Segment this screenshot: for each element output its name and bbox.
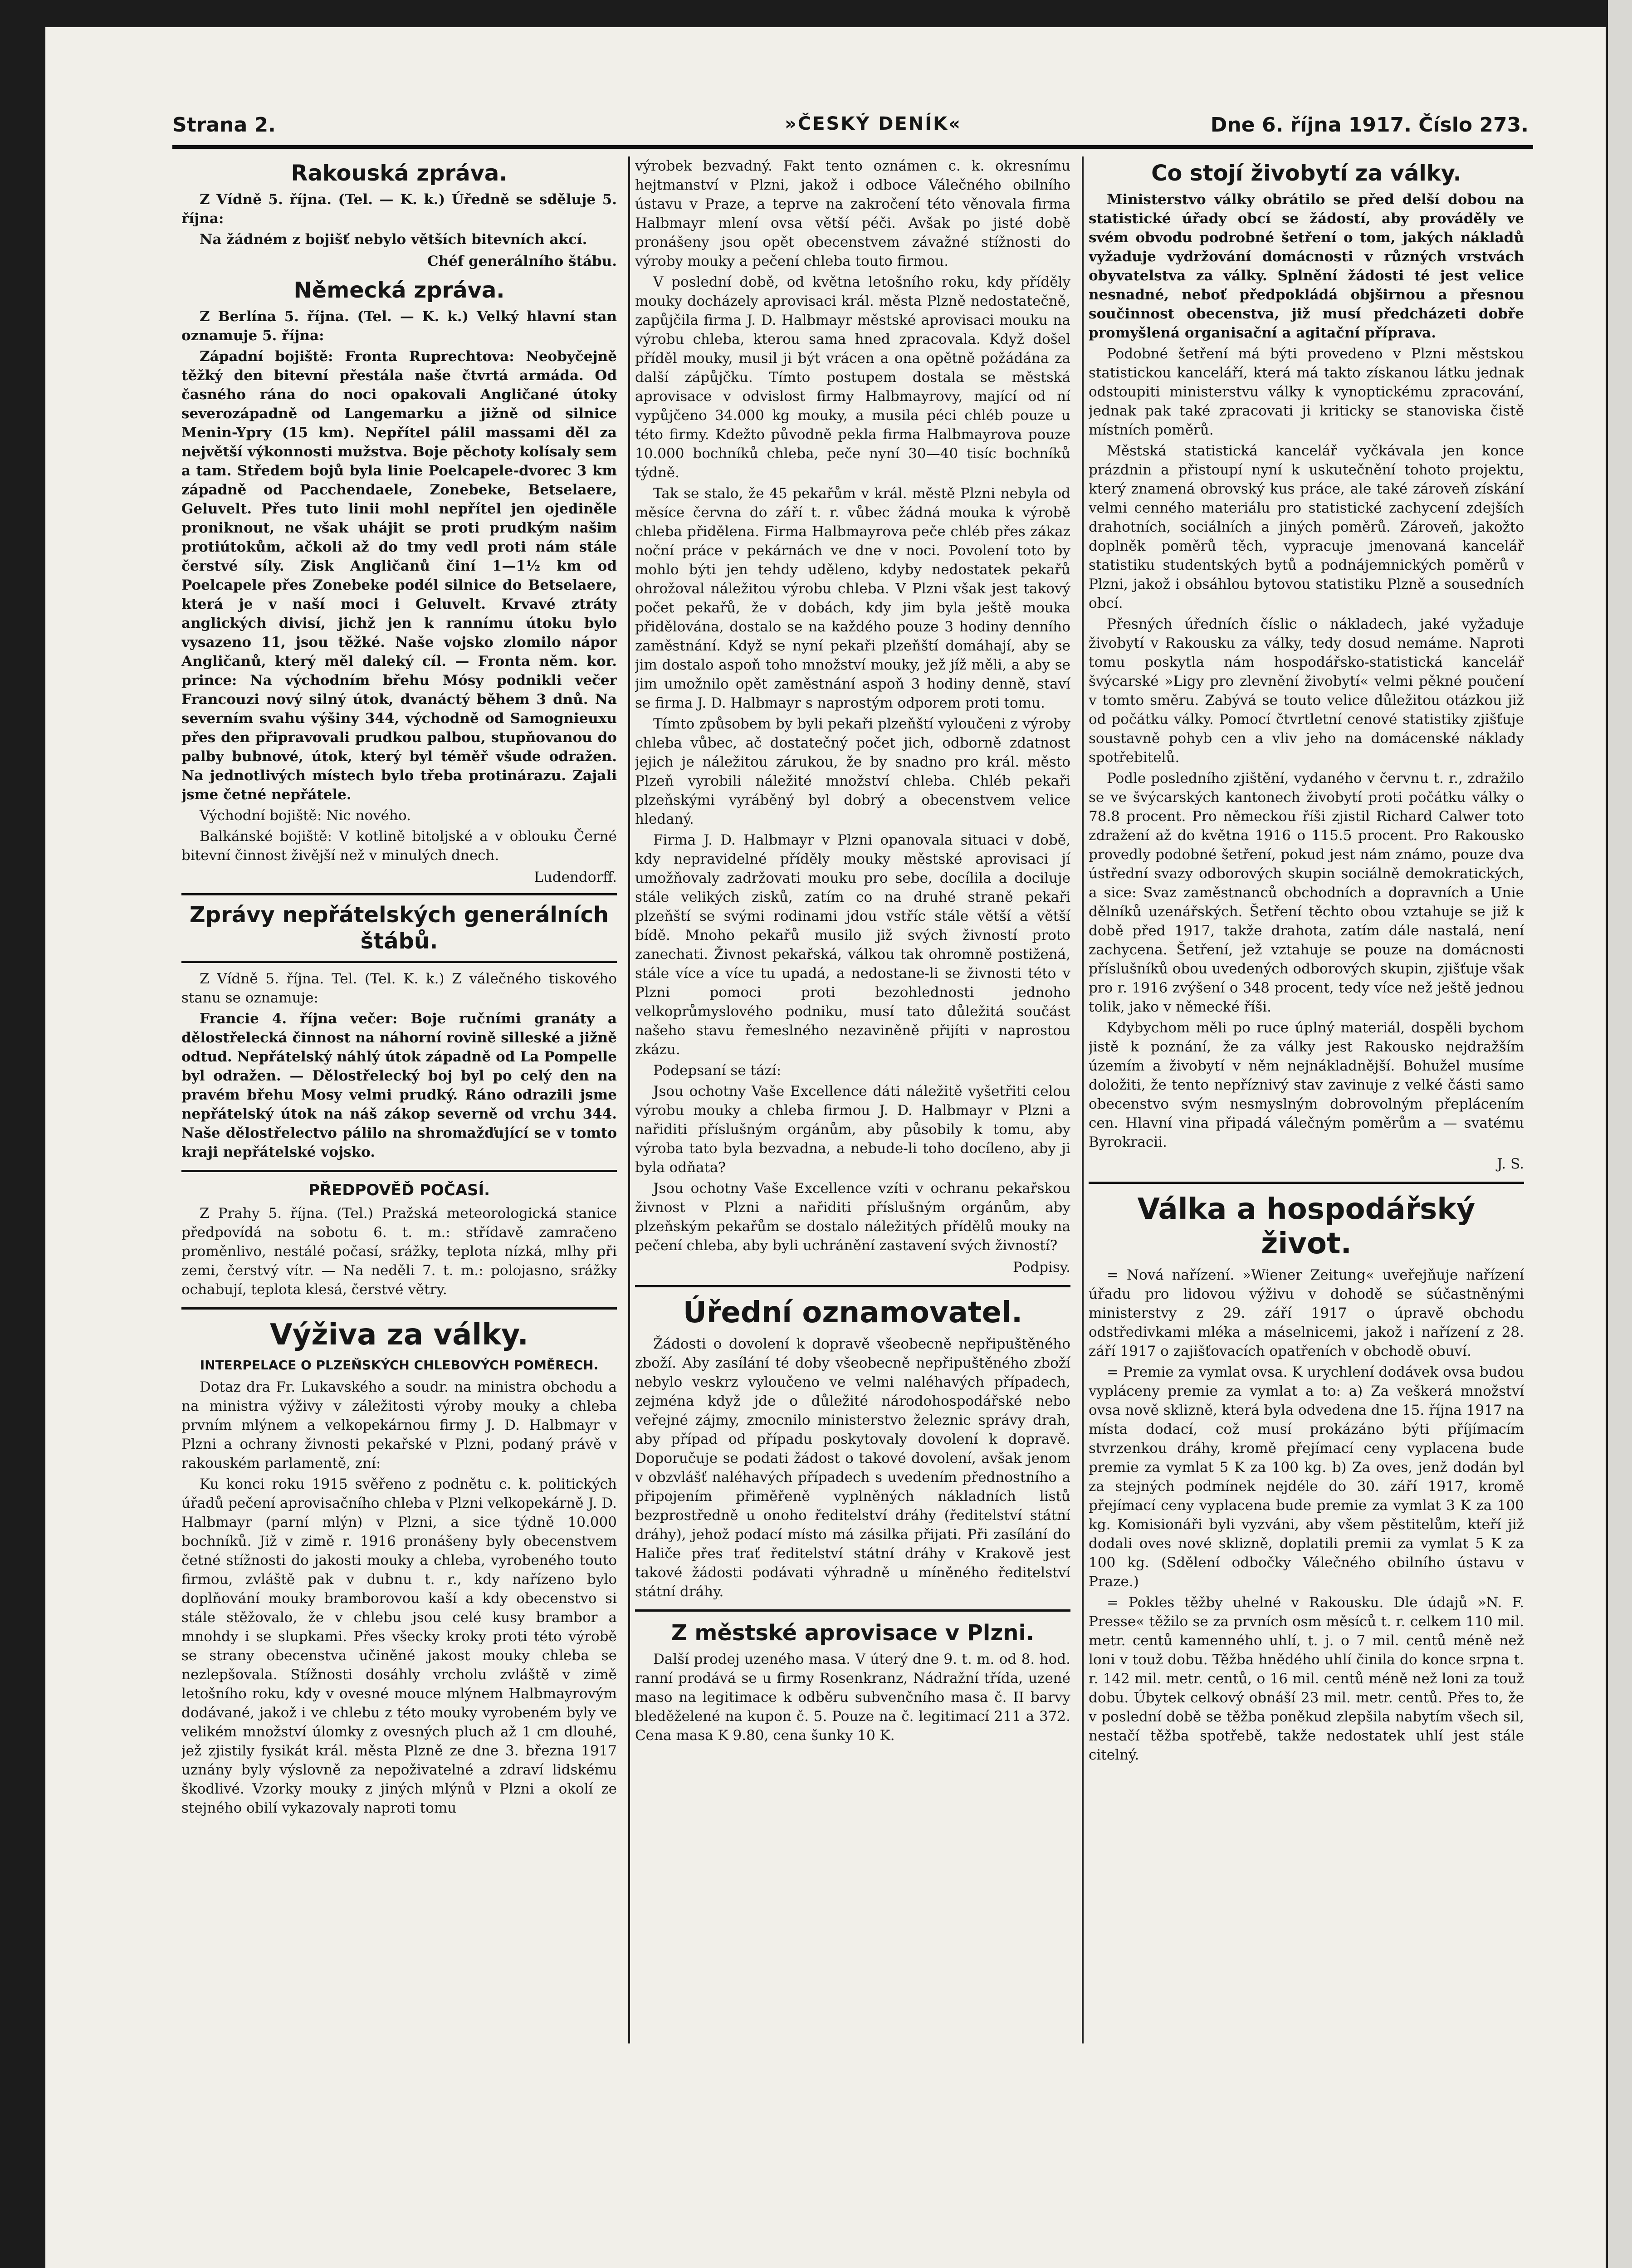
article-paragraph: Západní bojiště: Fronta Ruprechtova: Neobyčejně těžký den bitevní přestála naše čtvrtá armáda. Od časného rána do noci opakovali Angličané útoky severozápadně od Langemarku a jižně od silnice Menin-Ypry (15 km). Nepřítel pálil massami děl za největší výkonnosti mužstva. Boje pěchoty kolísaly sem a tam. Středem bojů byla linie Poelcapele-dvorec 3 km západně od Pacchendaele, Zonebeke, Betselaere, Geluvelt. Přes tuto linii mohl nepřítel jen ojediněle proniknout, ne však uhájit se proti prudkým našim protiútokům, ačkoli až do tmy vedl proti nám stále čerstvé síly. Zisk Angličanů činí 1—1½ km od Poelcapele přes Zonebeke podél silnice do Betselaere, která je v naší moci i Geluvelt. Krvavé ztráty anglických divisí, jichž jen k rannímu útoku bylo vysazeno 11, jsou těžké. Naše vojsko zlomilo nápor Angličanů, který měl daleký cíl. — Fronta něm. kor. prince: Na východním břehu Mósy podnikli večer Francouzi nový silný útok, dvanáctý během 3 dnů. Na severním svahu výšiny 344, východně od Samognieuxu přes den připravovali prudkou palbou, stupňovanou do palby bubnové, útok, který byl téměř všude odražen. Na jednotlivých místech bylo třeba protinárazu. Zajali jsme četné nepřátele. [181, 348, 617, 803]
article-signature: J. S. [1497, 1156, 1524, 1172]
article-paragraph: Přesných úředních číslic o nákladech, jaké vyžaduje živobytí v Rakousku za války, tedy dosud nemáme. Naproti tomu poskytla nám hospodářsko-statistická kancelář švýcarské »Ligy pro zlevnění živobytí« velmi pěkné poučení v tomto směru. Zabývá se touto velice důležitou otázkou již od počátku války. Pomocí čtvrtletní cenové statistiky zjišťuje soustavně pohyb cen a vliv jeho na domácenské náklady spotřebitelů. [1089, 616, 1524, 766]
section-divider [1089, 1182, 1524, 1184]
article-paragraph: = Premie za vymlat ovsa. K urychlení dodávek ovsa budou vypláceny premie za vymlat a to: a) Za veškerá množství ovsa nově sklizně, která byla odvedena dne 15. října 1917 na místa dodací, což musí prokázáno býti příjímacím stvrzenkou dráhy, kromě přejímací ceny vyplacena bude premie za vymlat 5 K za 100 kg. b) Za oves, jenž dodán byl za stejných podmínek nejdéle do 30. září 1917, kromě přejímací ceny vyplacena bude premie za vymlat 3 K za 100 kg. Komisionáři byli vyzváni, aby všem pěstitelům, kteří již dodali oves nové sklizně, doplatili premii za vymlat 5 K za 100 kg. (Sdělení odbočky Válečného obilního ústavu v Praze.) [1089, 1364, 1524, 1590]
article-paragraph: Tak se stalo, že 45 pekařům v král. městě Plzni nebyla od měsíce června do září t. r. vůbec žádná mouka k výrobě chleba přidělena. Firma Halbmayrova peče chléb přes zákaz noční práce v pekárnách ve dne v noci. Povolení toto by mohlo býti jen tehdy uděleno, kdyby nedostatek pekařů ohrožoval náležitou výrobu chleba. V Plzni však jest takový počet pekařů, že v dobách, kdy jim byla ještě mouka přidělována, dostalo se na každého pouze 3 hodiny denního zaměstnání. Když se nyní pekaři plzeňští domáhají, aby se jim dostalo aspoň toho množství mouky, jež jíž měli, a aby se jim umožnilo opět zaměstnání aspoň 3 hodiny denně, staví se firma J. D. Halbmayr s naprostým odporem proti tomu. [635, 485, 1070, 711]
article-paragraph: výrobek bezvadný. Fakt tento oznámen c. k. okresnímu hejtmanství v Plzni, jakož i odboce Válečného obilního ústavu v Praze, a teprve na zakročení této věnovala firma Halbmayr mlení ovsa větší péči. Avšak po jisté době pronášeny jsou opět obecenstvem závažné stížnosti do výroby mouky a pečení chleba touto firmou. [635, 158, 1070, 269]
article-paragraph: Na žádném z bojišť nebylo větších bitevních akcí. [200, 231, 587, 248]
article-paragraph: Jsou ochotny Vaše Excellence vzíti v ochranu pekařskou živnost v Plzni a nařiditi příslušným orgánům, aby plzeňským pekařům se dostalo náležitých přídělů mouky na pečení chleba, aby byli uchránění zastavení svých živností? [635, 1180, 1070, 1254]
header-rule [172, 145, 1533, 149]
article-title: Rakouská zpráva. [291, 161, 508, 186]
article-title: Německá zpráva. [293, 278, 505, 303]
column-3 [1089, 156, 1524, 2043]
column-1 [181, 156, 617, 2043]
article-paragraph: Z Vídně 5. října. Tel. (Tel. K. k.) Z válečného tiskového stanu se oznamuje: [181, 971, 617, 1006]
section-divider [181, 1170, 617, 1172]
article-paragraph: Ku konci roku 1915 svěřeno z podnětu c. k. politických úřadů pečení aprovisačního chleba v Plzni velkopekárně J. D. Halbmayr (parní mlýn) v Plzni, a sice týdně 10.000 bochníků. Již v zimě r. 1916 pronášeny byly obecenstvem četné stížnosti do jakosti mouky a chleba, vyrobeného touto firmou, zvláště pak v dubnu t. r., kdy nařízeno bylo doplňování mouky bramborovou kaší a kdy obecenstvo si stále stěžovalo, že v chlebu jsou celé kusy brambor a mnohdy i se slupkami. Přes všecky kroky proti této výrobě se strany obecenstva učiněné jakost mouky chleba se nezlepšovala. Stížnosti dosáhly vrcholu zvláště v zimě letošního roku, kdy v ovesné mouce mlýnem Halbmayrovým dodávané, jakož i ve chlebu z této mouky vyrobeném byly ve velikém množství úlomky z ovesných pluch až 1 cm dlouhé, jež zjistily fysikát král. města Plzně ze dne 3. března 1917 uznány byly výslovně za nepoživatelné a zdraví lidskému škodlivé. Vzorky mouky z jiných mlýnů v Plzni a okolí ze stejného obilí vykazovaly naproti tomu [181, 1476, 617, 1816]
section-divider [635, 1285, 1070, 1287]
article-title: Zprávy nepřátelských generálních štábů. [189, 902, 609, 954]
page-header [172, 95, 1533, 145]
article-paragraph: Podepsaní se tází: [653, 1062, 782, 1079]
article-title: Válka a hospodářský život. [1137, 1193, 1476, 1261]
article-paragraph: Tímto způsobem by byli pekaři plzeňští vyloučeni z výroby chleba vůbec, ač dostatečný počet jich, odborně zdatnost jejich je náležitou zárukou, že by snadno pro král. město Plzeň vyrobili náležité množství chleba. Chléb pekaři plzeňskými vyráběný byl dobrý a obecenstvem velice hledaný. [635, 716, 1070, 827]
article-paragraph: Dotaz dra Fr. Lukavského a soudr. na ministra obchodu a na ministra výživy v záležitosti výroby mouky a chleba prvním mlýnem a velkopekárnou firmy J. D. Halbmayr v Plzni a ochrany živnosti pekařské v Plzni, podaný právě v rakouském parlamentě, zní: [181, 1379, 617, 1471]
article-paragraph: Z Vídně 5. října. (Tel. — K. k.) Úředně se sděluje 5. října: [181, 191, 617, 227]
article-title-box [181, 893, 617, 963]
article-paragraph: Podle posledního zjištění, vydaného v červnu t. r., zdražilo se ve švýcarských kantonech živobytí proti počátku války o 78.8 procent. Pro německou říši zjistil Richard Calwer toto zdražení až do května 1916 o 115.5 procent. Pro Rakousko provedly podobné šetření, pokud jest nám známo, pouze dva ústřední svazy odborových skupin sociálně demokratických, a sice: Svaz zaměstnanců obchodních a dopravních a Unie dělníků uzenářských. Šetření těchto obou vztahuje se již k době před 1917, takže drahota, zatím dále nastalá, není zachycena. Šetření, jež vztahuje se pouze na domácnosti příslušníků obou uvedených odborových skupin, zjišťuje však pro r. 1916 zvýšení o 348 procent, tedy více než ještě jednou tolik, jako v německé říši. [1089, 770, 1524, 1015]
article-paragraph: Balkánské bojiště: V kotlině bitoljské a v oblouku Černé bitevní činnost živější než v minulých dnech. [181, 828, 617, 864]
section-divider [181, 1307, 617, 1310]
article-title: Úřední oznamovatel. [683, 1296, 1023, 1330]
article-signature: Chéf generálního štábu. [427, 253, 617, 269]
article-signature: Ludendorff. [534, 869, 617, 885]
article-paragraph: Z Prahy 5. října. (Tel.) Pražská meteorologická stanice předpovídá na sobotu 6. t. m.: střídavě zamračeno proměnlivo, nestálé počasí, srážky, teplota nízká, mlhy při zemi, čerstvý vítr. — Na neděli 7. t. m.: polojasno, srážky ochabují, teplota klesá, čerstvé větry. [181, 1205, 617, 1298]
article-signature: Podpisy. [1012, 1259, 1070, 1276]
article-paragraph: Další prodej uzeného masa. V úterý dne 9. t. m. od 8. hod. ranní prodává se u firmy Rosenkranz, Nádražní třída, uzené maso na legitimace k odběru subvenčního masa č. II barvy bleděželené na kupon č. 5. Pouze na č. legitimací 211 a 372. Cena masa K 9.80, cena šunky 10 K. [635, 1651, 1070, 1744]
article-paragraph: = Nová nařízení. »Wiener Zeitung« uveřejňuje nařízení úřadu pro lidovou výživu v dohodě se súčastněnými ministerstvy z 29. září 1917 o úpravě obchodu odstředivkami mléka a máselnicemi, jakož i nařízení z 28. září 1917 o zajišťovacích opatřeních v obchodě obuví. [1089, 1267, 1524, 1359]
column-2 [635, 156, 1070, 2043]
issue-date: Dne 6. října 1917. Číslo 273. [1210, 113, 1529, 137]
section-divider [635, 1609, 1070, 1612]
page-number: Strana 2. [172, 113, 276, 137]
article-title: PŘEDPOVĚĎ POČASÍ. [308, 1181, 490, 1199]
article-paragraph: V poslední době, od května letošního roku, kdy příděly mouky docházely aprovisaci král. města Plzně nedostatečně, zapůjčila firma J. D. Halbmayr městské aprovisaci mouku na výrobu chleba, kterou sama hned zpracovala. Když došel příděl mouky, musil ji být vrácen a ona opětně požádána za další zápůjčku. Tímto postupem dostala se městská aprovisace v odvislost firmy Halbmayrovy, mající od ní vypůjčeno 34.000 kg mouky, a musila péci chléb pouze u této firmy. Kdežto původně pekla firma Halbmayrova pouze 10.000 bochníků chleba, peče nyní 30—40 tisíc bochníků týdně. [635, 274, 1070, 481]
next-page-edge [1608, 0, 1632, 2268]
article-subtitle: INTERPELACE O PLZEŇSKÝCH CHLEBOVÝCH POMĚRECH. [200, 1358, 599, 1373]
article-paragraph: Jsou ochotny Vaše Excellence dáti náležitě vyšetřiti celou výrobu mouky a chleba firmou J. D. Halbmayr v Plzni a nařiditi příslušným orgánům, aby působily k tomu, aby výroba tato byla bezvadna, a nebude-li toho docíleno, aby ji byla odňata? [635, 1083, 1070, 1176]
article-paragraph: Francie 4. října večer: Boje ručními granáty a dělostřelecká činnost na náhorní rovině silleské a jižně odtud. Nepřátelský náhlý útok západně od La Pompelle byl odražen. — Dělostřelecký boj byl po celý den na pravém břehu Mosy velmi prudký. Ráno odrazili jsme nepřátelský útok na náš zákop severně od vrchu 344. Naše dělostřelectvo pálilo na shromažďující se v tomto kraji nepřátelské vojsko. [181, 1011, 617, 1160]
article-title: Z městské aprovisace v Plzni. [671, 1620, 1035, 1646]
article-paragraph: Kdybychom měli po ruce úplný materiál, dospěli bychom jistě k poznání, že za války jest Rakousko nejdražším územím a živobytí v něm nejnákladnější. Bohužel musíme doložiti, že tento nepříznivý stav zavinuje z velké části samo obecenstvo svým nesmyslným dobrovolným přeplácením cen. Hlavní vina připadá válečným poměrům a — svatému Byrokracii. [1089, 1020, 1524, 1150]
article-paragraph: Z Berlína 5. října. (Tel. — K. k.) Velký hlavní stan oznamuje 5. října: [181, 308, 617, 344]
article-paragraph: Podobné šetření má býti provedeno v Plzni městskou statistickou kanceláří, která má takto získanou látku jednak odstoupiti ministerstvu války k vynoptickému zpracování, jednak pak také zpracovati ji kriticky se stanoviska čistě místních poměrů. [1089, 346, 1524, 438]
article-paragraph: Městská statistická kancelář vyčkávala jen konce prázdnin a přistoupí nyní k uskutečnění tohoto projektu, který znamená obrovský kus práce, ale také zároveň získání velmi cenného materiálu pro statistické zachycení zdejších drahotních, sociálních a jiných poměrů. Zároveň, jakožto doplněk poměrů těch, vypracuje jmenovaná kancelář statistiku studentských bytů a podnájemnických poměrů v Plzni, jakož i obsáhlou bytovou statistiku Plzně a sousedních obcí. [1089, 443, 1524, 611]
article-title: Výživa za války. [270, 1318, 528, 1352]
article-paragraph: Žádosti o dovolení k dopravě všeobecně nepřipuštěného zboží. Aby zasílání té doby všeobecně nepřipuštěného zboží nebylo veskrz vyloučeno ve velmi naléhavých případech, zejména když jde o důležité národohospodářské nebo veřejné zájmy, zmocnilo ministerstvo železnic správy drah, aby případ od případu poskytovaly dovolení k dopravě. Doporučuje se podati žádost o takové dovolení, avšak jenom v obzvlášť naléhavých případech s uvedením přednostního a připojením přiměřeně vyplněných nákladních listů bezprostředně u onoho ředitelství dráhy (ředitelství státní dráhy), jehož podací místo má zásilka přijati. Při zasílání do Haliče přes trať ředitelství státní dráhy v Krakově jest takové žádosti podávati výhradně u míněného ředitelství státní dráhy. [635, 1336, 1070, 1600]
article-paragraph: Firma J. D. Halbmayr v Plzni opanovala situaci v době, kdy nepravidelné příděly mouky městské aprovisaci jí umožňovaly zadržovati mouku pro sebe, docílila a dociluje stále velikých zisků, zatím co na druhé straně pekaři plzeňští se svými rodinami jdou vstříc stále větší a větší bídě. Mnoho pekařů musilo již svých živností proto zanechati. Živnost pekařská, válkou tak ohromně postižená, stále více a více tu upadá, a nedostane-li se živnosti této v Plzni pomoci proti bezohlednosti jednoho velkoprůmyslového podniku, musí tato důležitá součást našeho stavu řemeslného nezaviněně přijíti v naprostou zkázu. [635, 832, 1070, 1058]
newspaper-name: »ČESKÝ DENÍK« [785, 113, 962, 134]
column-rule [1082, 156, 1084, 2043]
column-rule [628, 156, 630, 2043]
article-paragraph: Ministerstvo války obrátilo se před delší dobou na statistické úřady obcí se žádostí, aby prováděly ve svém obvodu podrobné šetření o tom, jakých nákladů vyžaduje vydržování domácnosti v různých vrstvách obyvatelstva za války. Splnění žádosti té jest velice nesnadné, neboť předpokládá objširnou a přesnou součinnost obecenstva, již musí předcházeti dobře promyšlená organisační a agitační příprava. [1089, 191, 1524, 341]
article-title: Co stojí živobytí za války. [1151, 161, 1461, 186]
article-paragraph: Východní bojiště: Nic nového. [200, 807, 411, 824]
article-paragraph: = Pokles těžby uhelné v Rakousku. Dle údajů »N. F. Presse« těžilo se za prvních osm měsíců t. r. celkem 110 mil. metr. centů kamenného uhlí, t. j. o 7 mil. centů méně než loni v touž dobu. Těžba hnědého uhlí činila do konce srpna t. r. 142 mil. metr. centů, o 16 mil. centů méně než loni za touž dobu. Úbytek celkový obnáší 23 mil. metr. centů. Přes to, že v poslední době se těžba poněkud zlepšila nabytím všech sil, nestačí těžba spotřebě, takže nedostatek uhlí jest stále citelný. [1089, 1594, 1524, 1763]
